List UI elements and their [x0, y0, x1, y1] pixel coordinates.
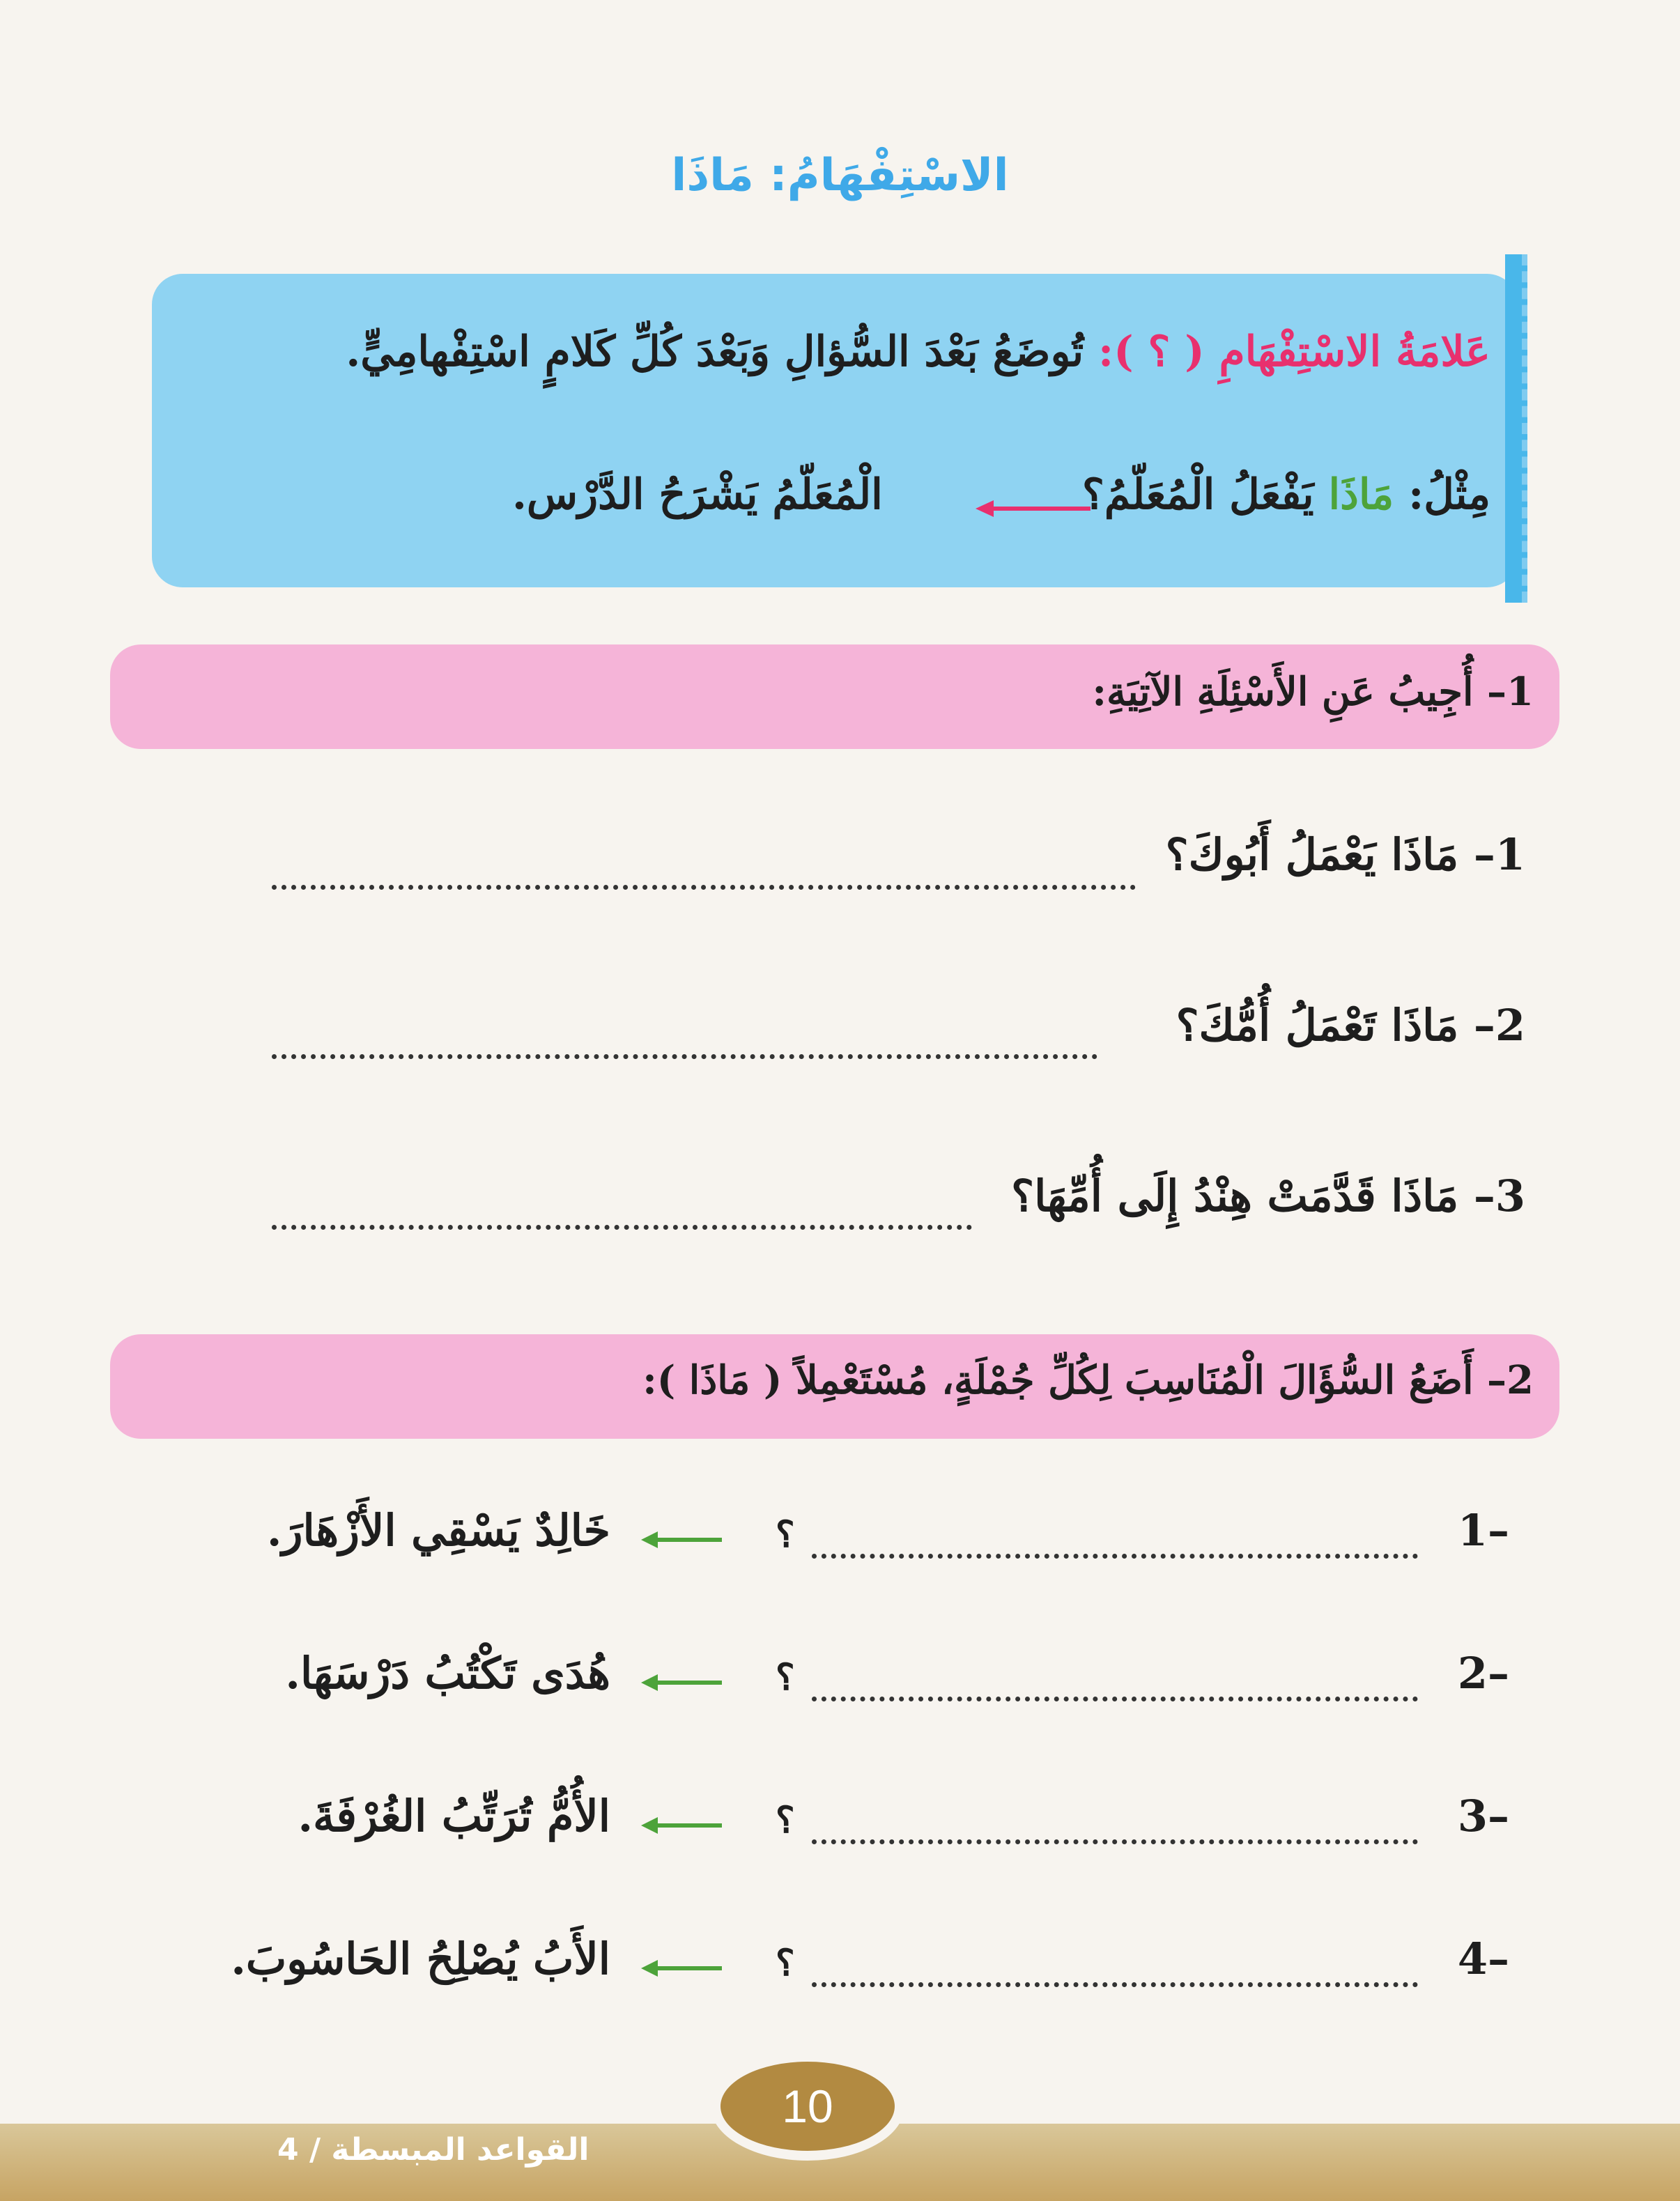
question-text: 3– مَاذَا قَدَّمَتْ هِنْدُ إِلَى أُمِّهَا؟ [1011, 1171, 1525, 1221]
question-row [272, 1171, 1525, 1247]
left-arrow-icon [976, 498, 1094, 519]
page-number-badge [711, 2052, 904, 2161]
question-row [272, 1000, 1525, 1076]
section-2-heading: 2– أَضَعُ السُّؤَالَ الْمُنَاسِبَ لِكُلِّ جُمْلَةٍ، مُسْتَعْمِلاً ( مَاذَا ): [642, 1357, 1534, 1403]
given-sentence: خَالِدٌ يَسْقِي الأَزْهَارَ. [266, 1505, 610, 1556]
rule-definition: تُوضَعُ بَعْدَ السُّؤالِ وَبَعْدَ كُلِّ كَلامٍ اسْتِفْهامِيٍّ. [346, 327, 1099, 376]
given-sentence: هُدَى تَكْتُبُ دَرْسَهَا. [285, 1648, 610, 1699]
rule-term: عَلامَةُ الاسْتِفْهَامِ ( ؟ ): [1098, 327, 1490, 376]
question-input-line[interactable] [812, 1982, 1418, 1987]
question-text: 2– مَاذَا تَعْمَلُ أُمُّكَ؟ [1176, 1000, 1525, 1051]
rule-box [152, 274, 1518, 587]
left-arrow-icon [641, 1815, 725, 1836]
question-row [272, 829, 1525, 906]
question-mark: ؟ [776, 1513, 795, 1556]
rule-box-edge [1505, 254, 1527, 603]
book-title: القواعد المبسطة / 4 [277, 2132, 589, 2168]
item-number: 3– [1457, 1791, 1509, 1841]
question-input-line[interactable] [812, 1697, 1418, 1701]
example-word: مَاذَا [1328, 470, 1394, 519]
question-input-line[interactable] [812, 1554, 1418, 1559]
example-prefix: مِثْلُ: [1394, 470, 1490, 519]
page-number: 10 [782, 2080, 833, 2132]
given-sentence: الأُمُّ تُرَتِّبُ الغُرْفَةَ. [298, 1791, 610, 1841]
answer-line[interactable] [272, 885, 1136, 890]
question-text: 1– مَاذَا يَعْمَلُ أَبُوكَ؟ [1165, 829, 1525, 880]
rule-definition-line [346, 327, 1490, 376]
section-1-heading: 1– أُجِيبُ عَنِ الأَسْئِلَةِ الآتِيَةِ: [1092, 669, 1534, 715]
example-question: يَفْعَلُ الْمُعَلّمُ؟ [1082, 470, 1329, 519]
given-sentence: الأَبُ يُصْلِحُ الحَاسُوبَ. [231, 1933, 610, 1984]
item-number: 2– [1457, 1648, 1509, 1699]
answer-line[interactable] [272, 1054, 1097, 1059]
question-mark: ؟ [776, 1799, 795, 1841]
answer-line[interactable] [272, 1225, 972, 1230]
left-arrow-icon [641, 1529, 725, 1550]
item-number: 1– [1457, 1505, 1509, 1556]
question-input-line[interactable] [812, 1839, 1418, 1844]
question-mark: ؟ [776, 1942, 795, 1984]
left-arrow-icon [641, 1958, 725, 1979]
question-mark: ؟ [776, 1656, 795, 1699]
left-arrow-icon [641, 1672, 725, 1693]
rule-example-line [1082, 470, 1490, 519]
example-answer: الْمُعَلّمُ يَشْرَحُ الدَّرْس. [512, 470, 883, 519]
item-number: 4– [1457, 1933, 1509, 1984]
page-title: الاسْتِفْهَامُ: مَاذَا [671, 150, 1009, 201]
